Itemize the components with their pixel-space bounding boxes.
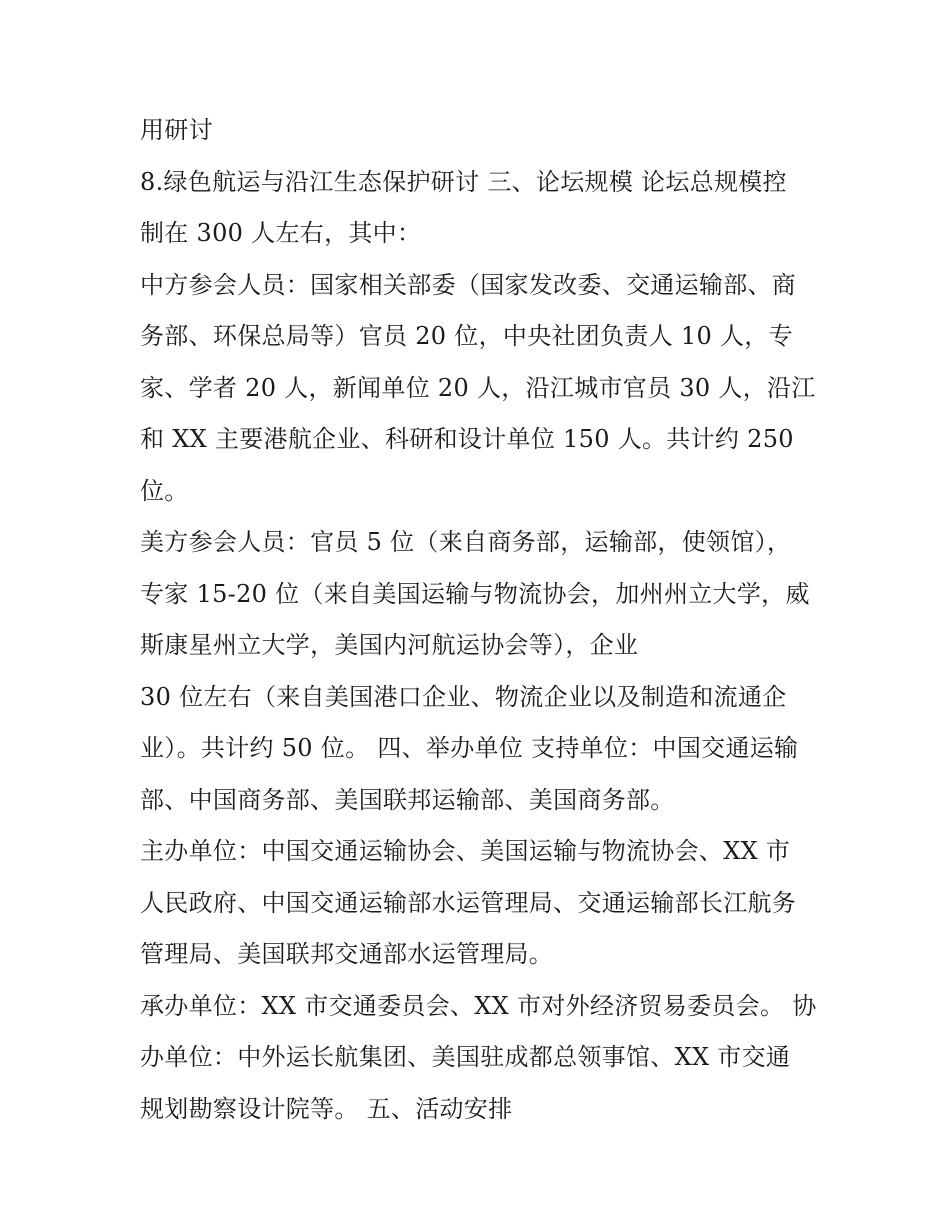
document-body — [140, 105, 820, 1135]
text-line: 用研讨 — [140, 116, 213, 144]
text-line: 办单位：中外运长航集团、美国驻成都总领事馆、XX 市交通 — [140, 1043, 791, 1071]
text-line: 专家 15-20 位（来自美国运输与物流协会，加州州立大学，威 — [140, 579, 810, 608]
text-line: 和 XX 主要港航企业、科研和设计单位 150 人。共计约 250 — [140, 425, 794, 453]
text-line: 中方参会人员：国家相关部委（国家发改委、交通运输部、商 — [140, 270, 797, 299]
text-line: 管理局、美国联邦交通部水运管理局。 — [140, 940, 554, 968]
text-line: 8.绿色航运与沿江生态保护研讨 三、论坛规模 论坛总规模控 — [140, 167, 787, 196]
text-line: 务部、环保总局等）官员 20 位，中央社团负责人 10 人，专 — [140, 322, 793, 350]
text-line: 30 位左右（来自美国港口企业、物流企业以及制造和流通企 — [140, 682, 787, 711]
text-line: 位。 — [140, 476, 189, 505]
text-line: 主办单位：中国交通运输协会、美国运输与物流协会、XX 市 — [140, 837, 791, 865]
text-line: 家、学者 20 人，新闻单位 20 人，沿江城市官员 30 人，沿江 — [140, 373, 816, 402]
text-line: 美方参会人员：官员 5 位（来自商务部，运输部，使领馆）， — [140, 528, 792, 556]
text-line: 业）。共计约 50 位。 四、举办单位 支持单位：中国交通运输 — [140, 734, 799, 762]
text-line: 斯康星州立大学，美国内河航运协会等），企业 — [140, 631, 639, 659]
text-line: 承办单位：XX 市交通委员会、XX 市对外经济贸易委员会。 协 — [140, 991, 817, 1020]
text-line: 人民政府、中国交通运输部水运管理局、交通运输部长江航务 — [140, 888, 797, 917]
text-line: 规划勘察设计院等。 五、活动安排 — [140, 1094, 513, 1123]
text-line: 制在 300 人左右，其中： — [140, 219, 422, 247]
text-line: 部、中国商务部、美国联邦运输部、美国商务部。 — [140, 785, 675, 814]
